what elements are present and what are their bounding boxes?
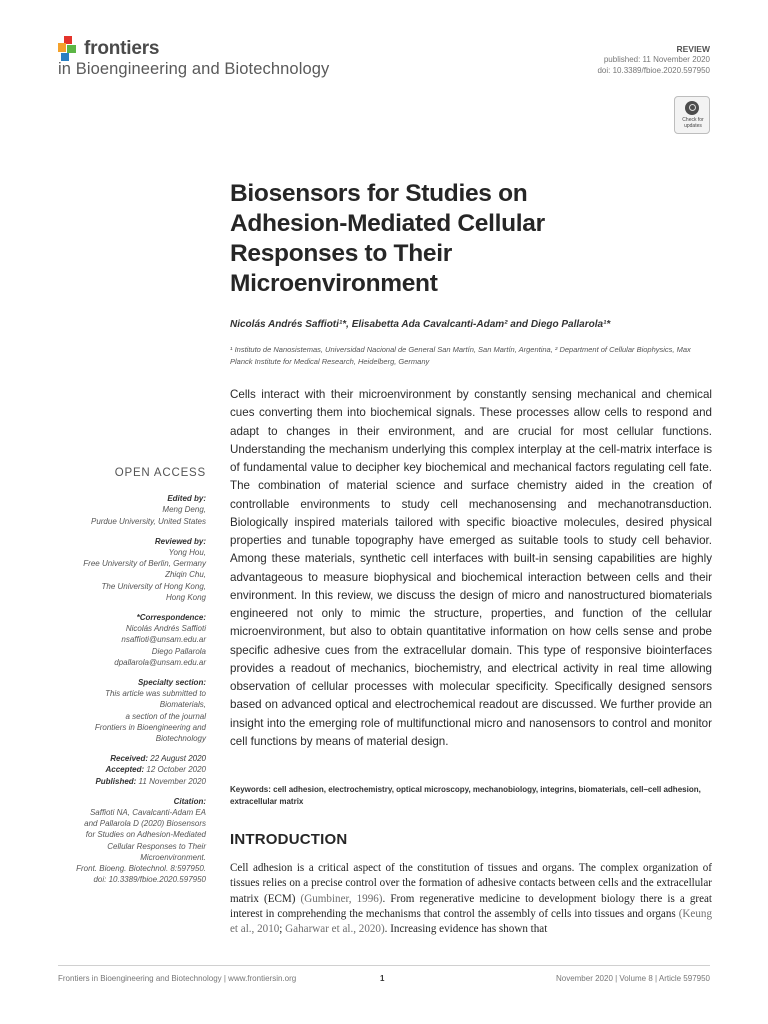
published-date-side: 11 November 2020 bbox=[136, 776, 206, 786]
citation-text: Microenvironment. bbox=[140, 852, 206, 862]
correspondent-email[interactable]: nsaffioti@unsam.edu.ar bbox=[121, 635, 206, 645]
citation-text: and Pallarola D (2020) Biosensors bbox=[84, 819, 206, 829]
intro-text: Cell adhesion is a critical aspect of the constitution of tissues and organs. The complex organization of tissues relies on a precise control over the formation of adhesive contacts between cells and the extracellular matrix (ECM) bbox=[230, 862, 712, 905]
specialty-section-label: Specialty section: bbox=[137, 678, 206, 688]
article-type: REVIEW bbox=[676, 44, 710, 54]
footer-journal: Frontiers in Bioengineering and Biotechnology | www.frontiersin.org bbox=[58, 974, 297, 983]
correspondent-name: Nicolás Andrés Saffioti bbox=[125, 624, 206, 634]
check-for-updates-badge[interactable] bbox=[674, 96, 710, 134]
correspondence-label: *Correspondence: bbox=[136, 613, 206, 623]
specialty-text: Biomaterials, bbox=[159, 700, 206, 710]
citation-text: Cellular Responses to Their bbox=[107, 841, 206, 851]
author-list: Nicolás Andrés Saffioti¹*, Elisabetta Ada Cavalcanti-Adam² and Diego Pallarola¹* bbox=[230, 319, 611, 330]
reviewer-affiliation: Hong Kong bbox=[165, 592, 206, 602]
accepted-row bbox=[58, 764, 206, 775]
brand-name: frontiers bbox=[84, 38, 160, 59]
intro-text: ; bbox=[279, 923, 286, 936]
citation-text: for Studies on Adhesion-Mediated bbox=[85, 830, 206, 840]
introduction-paragraph bbox=[230, 861, 712, 937]
reviewer-affiliation: The University of Hong Kong, bbox=[101, 581, 206, 591]
footer-divider bbox=[58, 965, 710, 966]
correspondent-email[interactable]: dpallarola@unsam.edu.ar bbox=[114, 657, 206, 667]
edited-by-label: Edited by: bbox=[167, 494, 206, 504]
reviewer-name: Zhiqin Chu, bbox=[165, 570, 206, 580]
citation-link[interactable]: Gaharwar et al., 2020) bbox=[285, 923, 385, 936]
specialty-text: This article was submitted to bbox=[105, 689, 206, 699]
journal-name: in Bioengineering and Biotechnology bbox=[58, 60, 330, 78]
specialty-text: a section of the journal bbox=[125, 711, 206, 721]
section-heading-introduction: INTRODUCTION bbox=[230, 831, 348, 848]
published-row bbox=[58, 776, 206, 787]
citation-doi[interactable]: doi: 10.3389/fbioe.2020.597950 bbox=[93, 875, 206, 885]
citation-text: Saffioti NA, Cavalcanti-Adam EA bbox=[89, 808, 206, 818]
open-access-label: OPEN ACCESS bbox=[114, 467, 206, 479]
doi-header: doi: 10.3389/fbioe.2020.597950 bbox=[597, 66, 710, 75]
frontiers-logo-icon bbox=[58, 36, 80, 62]
received-date: 22 August 2020 bbox=[148, 754, 206, 764]
editor-name: Meng Deng, bbox=[162, 505, 206, 515]
check-updates-icon bbox=[685, 101, 699, 115]
reviewed-by-label: Reviewed by: bbox=[154, 536, 206, 546]
citation-link[interactable]: (Keung et al., 2010 bbox=[230, 907, 712, 936]
published-label: Published: bbox=[95, 776, 137, 786]
intro-text: . From regenerative medicine to development biology there is a great interest in comprehending the mechanisms that control the assembly of cells into tissues and organs bbox=[230, 892, 712, 920]
accepted-label: Accepted: bbox=[105, 765, 145, 775]
editor-affiliation: Purdue University, United States bbox=[90, 516, 206, 526]
citation-link[interactable]: (Gumbiner, 1996) bbox=[300, 892, 383, 905]
footer-issue-info: November 2020 | Volume 8 | Article 597950 bbox=[555, 974, 710, 983]
intro-text: . Increasing evidence has shown that bbox=[384, 923, 548, 936]
reviewer-affiliation: Free University of Berlin, Germany bbox=[83, 559, 206, 569]
received-row bbox=[58, 753, 206, 764]
check-updates-label: Check for updates bbox=[682, 117, 704, 129]
accepted-date: 12 October 2020 bbox=[144, 765, 206, 775]
article-info-sidebar bbox=[58, 468, 206, 886]
page-number: 1 bbox=[380, 974, 385, 983]
reviewer-name: Yong Hou, bbox=[168, 548, 206, 558]
keywords: Keywords: cell adhesion, electrochemistry, optical microscopy, mechanobiology, integrins, biomaterials, cell–cell adhesion, extracellular matrix bbox=[230, 785, 701, 806]
article-title: Biosensors for Studies on Adhesion-Mediated Cellular Responses to Their Microenvironment bbox=[230, 180, 545, 297]
received-label: Received: bbox=[110, 754, 149, 764]
abstract: Cells interact with their microenvironment by constantly sensing mechanical and chemical cues converting them into biochemical signals. These processes allow cells to respond and adapt to changes in their environment, and are crucial for most cellular functions. Understanding the mechanism underlying this complex interplay at the cell-matrix interface is of fundamental value to decipher key biochemical and mechanical factors regulating cell fate. The combination of material science and surface chemistry aided in the creation of controllable environments to study cell mechanosensing and mechanotransduction. Biologically inspired materials tailored with specific bioactive molecules, desired physical properties and tunable topography have emerged as suitable tools to study cell behavior. Among these materials, synthetic cell interfaces with built-in sensing capabilities are highly advantageous to measure biophysical and biochemical interaction between cells and their environment. In this review, we discuss the design of micro and nanostructured biomaterials engineered not only to mimic the structure, properties, and function of the cellular microenvironment, but also to obtain quantitative information on how cells sense and probe specific adhesive cues from the extracellular domain. This type of responsive biointerfaces provides a readout of mechanics, biochemistry, and electrical activity in real time allowing observation of cellular processes with molecular specificity. Specifically designed sensors based on advanced optical and electrochemical readout are discussed. We further provide an insight into the emerging role of multifunctional micro and nanosensors to control and monitor cell functions by means of material design. bbox=[230, 388, 712, 748]
specialty-text: Biotechnology bbox=[155, 734, 206, 744]
specialty-text: Frontiers in Bioengineering and bbox=[94, 722, 206, 732]
citation-text: Front. Bioeng. Biotechnol. 8:597950. bbox=[76, 864, 206, 874]
correspondent-name: Diego Pallarola bbox=[151, 646, 206, 656]
published-date: published: 11 November 2020 bbox=[603, 55, 710, 64]
affiliations: ¹ Instituto de Nanosistemas, Universidad Nacional de General San Martín, San Martín, Argentina, ² Department of Cellular Biophysics, Max Planck Institute for Medical Research, Heidelberg, Germany bbox=[230, 345, 691, 366]
citation-label: Citation: bbox=[173, 796, 206, 806]
